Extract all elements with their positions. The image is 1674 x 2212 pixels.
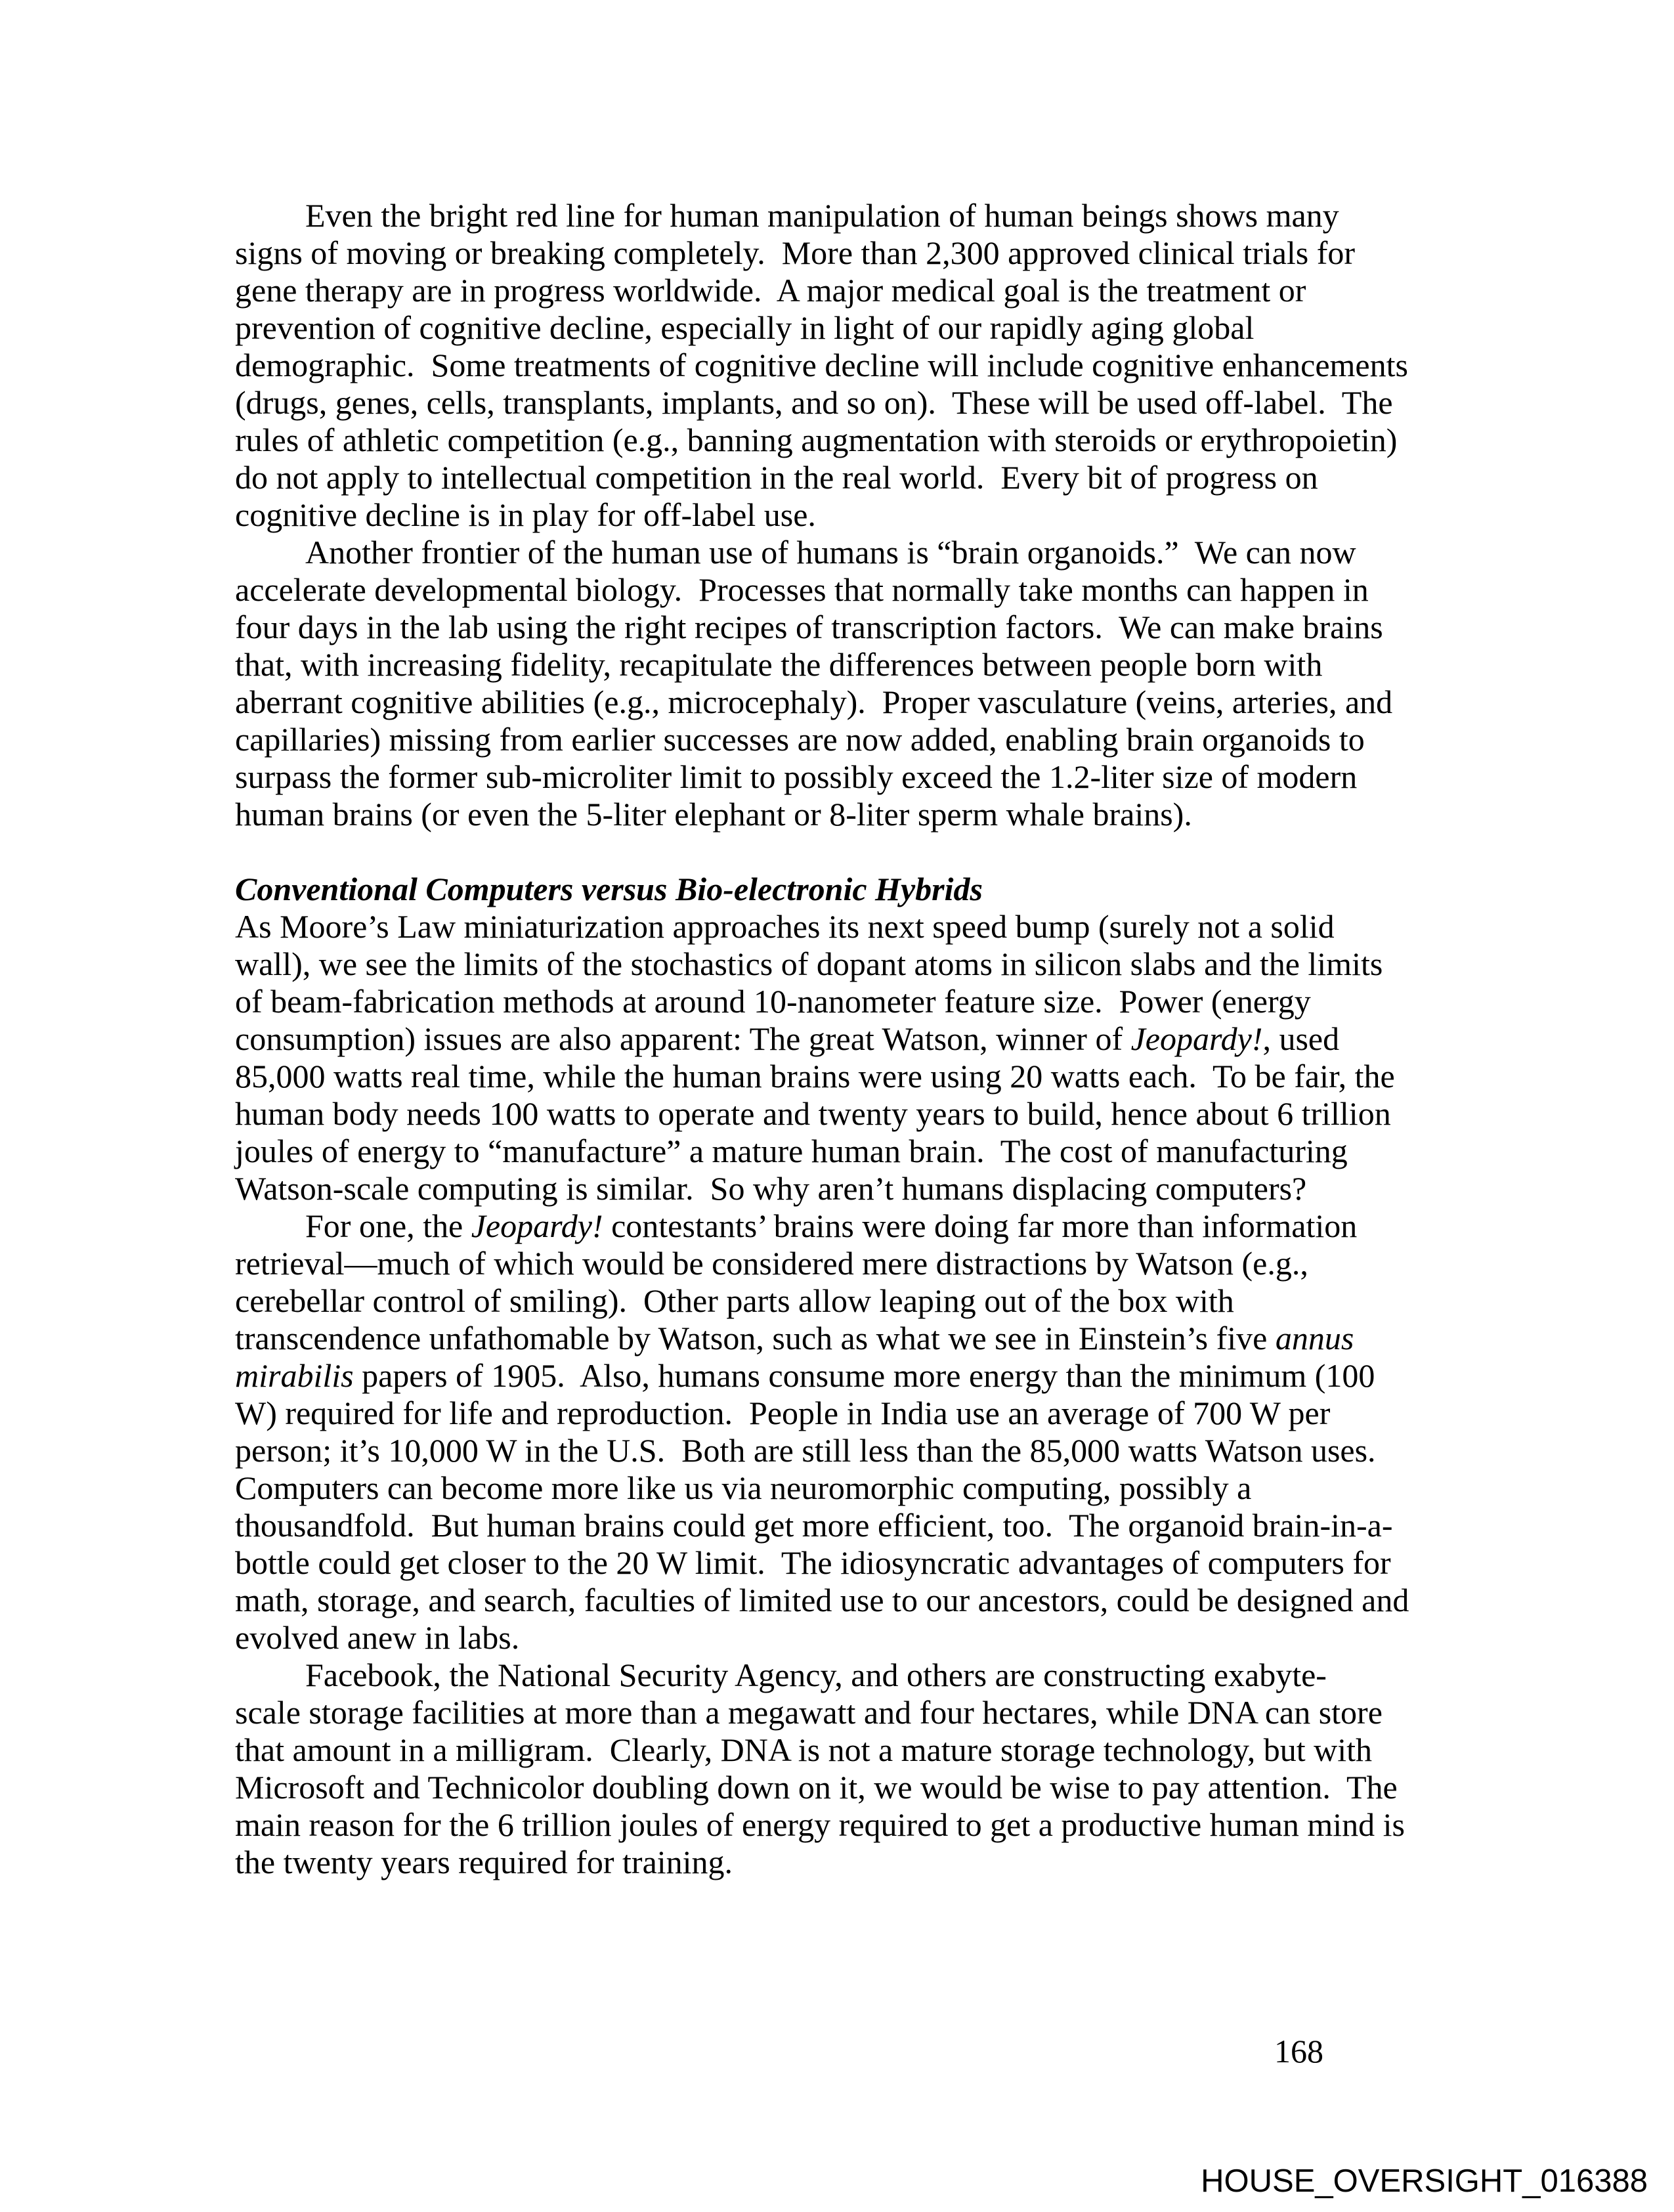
paragraph <box>235 534 1446 833</box>
text-segment: surpass the former sub-microliter limit to possibly exceed the 1.2-liter size of modern <box>235 758 1358 795</box>
text-segment: papers of 1905. Also, humans consume more energy than the minimum (100 <box>353 1357 1375 1394</box>
text-segment: bottle could get closer to the 20 W limit. The idiosyncratic advantages of computers for <box>235 1544 1391 1581</box>
text-segment: the twenty years required for training. <box>235 1844 733 1880</box>
document-body <box>235 197 1446 1881</box>
text-segment: main reason for the 6 trillion joules of energy required to get a productive human mind is <box>235 1806 1405 1843</box>
text-segment: As Moore’s Law miniaturization approaches its next speed bump (surely not a solid <box>235 908 1335 945</box>
text-line <box>235 1020 1446 1058</box>
text-segment: four days in the lab using the right recipes of transcription factors. We can make brains <box>235 609 1383 645</box>
text-line <box>235 1544 1446 1582</box>
paragraph <box>235 1657 1446 1881</box>
text-line <box>235 1769 1446 1806</box>
text-line <box>235 1582 1446 1619</box>
text-line <box>235 384 1446 422</box>
italic-text-segment: Jeopardy! <box>1130 1020 1263 1057</box>
text-line <box>235 1058 1446 1095</box>
text-segment: aberrant cognitive abilities (e.g., microcephaly). Proper vasculature (veins, arteries, and <box>235 683 1393 720</box>
blank-line <box>235 833 1446 871</box>
text-segment: 85,000 watts real time, while the human brains were using 20 watts each. To be fair, the <box>235 1058 1395 1095</box>
text-segment: transcendence unfathomable by Watson, such as what we see in Einstein’s five <box>235 1320 1276 1356</box>
italic-text-segment: mirabilis <box>235 1357 354 1394</box>
text-line <box>235 721 1446 758</box>
text-segment: Watson-scale computing is similar. So why aren’t humans displacing computers? <box>235 1170 1307 1207</box>
page-number: 168 <box>1274 2033 1323 2070</box>
text-segment: Another frontier of the human use of humans is “brain organoids.” We can now <box>305 534 1356 571</box>
text-segment: rules of athletic competition (e.g., banning augmentation with steroids or erythropoietin) <box>235 422 1398 458</box>
text-line <box>235 1469 1446 1507</box>
section-heading: Conventional Computers versus Bio-electronic Hybrids <box>235 871 983 907</box>
text-segment: W) required for life and reproduction. People in India use an average of 700 W per <box>235 1395 1331 1431</box>
text-line <box>235 1245 1446 1282</box>
text-line <box>235 571 1446 609</box>
text-line <box>235 1619 1446 1657</box>
text-segment: of beam-fabrication methods at around 10-nanometer feature size. Power (energy <box>235 983 1311 1020</box>
text-line <box>235 534 1446 571</box>
text-segment: joules of energy to “manufacture” a mature human brain. The cost of manufacturing <box>235 1133 1348 1169</box>
text-segment: Computers can become more like us via neuromorphic computing, possibly a <box>235 1469 1252 1506</box>
text-line <box>235 459 1446 496</box>
text-line <box>235 1657 1446 1694</box>
text-segment: , used <box>1262 1020 1340 1057</box>
text-line <box>235 422 1446 459</box>
text-line <box>235 1507 1446 1544</box>
text-segment: do not apply to intellectual competition in the real world. Every bit of progress on <box>235 459 1318 496</box>
text-line <box>235 796 1446 833</box>
text-line <box>235 683 1446 721</box>
text-line <box>235 1694 1446 1731</box>
text-line <box>235 1844 1446 1881</box>
text-segment: Even the bright red line for human manipulation of human beings shows many <box>305 197 1339 234</box>
italic-text-segment: Jeopardy! <box>471 1207 603 1244</box>
text-segment: accelerate developmental biology. Processes that normally take months can happen in <box>235 571 1369 608</box>
text-segment: prevention of cognitive decline, especially in light of our rapidly aging global <box>235 309 1255 346</box>
text-line <box>235 272 1446 309</box>
text-line <box>235 1357 1446 1395</box>
text-line <box>235 1133 1446 1170</box>
text-segment: consumption) issues are also apparent: The great Watson, winner of <box>235 1020 1131 1057</box>
text-segment: scale storage facilities at more than a megawatt and four hectares, while DNA can store <box>235 1694 1383 1731</box>
text-segment: wall), we see the limits of the stochastics of dopant atoms in silicon slabs and the limits <box>235 945 1383 982</box>
text-segment: For one, the <box>305 1207 471 1244</box>
text-segment: (drugs, genes, cells, transplants, implants, and so on). These will be used off-label. The <box>235 384 1393 421</box>
text-line <box>235 1170 1446 1207</box>
text-segment: retrieval—much of which would be considered mere distractions by Watson (e.g., <box>235 1245 1308 1282</box>
text-line <box>235 646 1446 683</box>
text-line <box>235 496 1446 534</box>
text-segment: cerebellar control of smiling). Other parts allow leaping out of the box with <box>235 1282 1234 1319</box>
text-line <box>235 758 1446 796</box>
text-line <box>235 1095 1446 1133</box>
text-segment: signs of moving or breaking completely. More than 2,300 approved clinical trials for <box>235 234 1356 271</box>
text-line <box>235 234 1446 272</box>
text-line <box>235 1731 1446 1769</box>
text-line <box>235 1432 1446 1469</box>
text-segment: gene therapy are in progress worldwide. A major medical goal is the treatment or <box>235 272 1306 309</box>
text-segment: person; it’s 10,000 W in the U.S. Both are still less than the 85,000 watts Watson uses. <box>235 1432 1376 1469</box>
text-segment: math, storage, and search, faculties of limited use to our ancestors, could be designed and <box>235 1582 1409 1618</box>
text-segment: that, with increasing fidelity, recapitulate the differences between people born with <box>235 646 1323 683</box>
text-segment: capillaries) missing from earlier successes are now added, enabling brain organoids to <box>235 721 1365 758</box>
text-line <box>235 945 1446 983</box>
text-segment: evolved anew in labs. <box>235 1619 520 1656</box>
text-segment: that amount in a milligram. Clearly, DNA is not a mature storage technology, but with <box>235 1731 1373 1768</box>
text-segment: demographic. Some treatments of cognitive decline will include cognitive enhancements <box>235 347 1408 383</box>
text-segment: human body needs 100 watts to operate and twenty years to build, hence about 6 trillion <box>235 1095 1391 1132</box>
paragraph <box>235 1207 1446 1657</box>
text-segment: Facebook, the National Security Agency, and others are constructing exabyte- <box>305 1657 1327 1693</box>
text-segment: cognitive decline is in play for off-label use. <box>235 496 816 533</box>
text-segment: human brains (or even the 5-liter elephant or 8-liter sperm whale brains). <box>235 796 1192 833</box>
text-line <box>235 983 1446 1020</box>
text-line <box>235 1207 1446 1245</box>
text-segment: contestants’ brains were doing far more than information <box>603 1207 1358 1244</box>
text-segment: thousandfold. But human brains could get more efficient, too. The organoid brain-in-a- <box>235 1507 1393 1544</box>
text-line <box>235 1282 1446 1320</box>
text-line <box>235 908 1446 945</box>
text-line <box>235 609 1446 646</box>
italic-text-segment: annus <box>1275 1320 1354 1356</box>
text-line <box>235 1320 1446 1357</box>
text-line <box>235 197 1446 234</box>
bates-stamp: HOUSE_OVERSIGHT_016388 <box>1201 2163 1648 2199</box>
text-line <box>235 1806 1446 1844</box>
paragraph <box>235 908 1446 1207</box>
text-line <box>235 347 1446 384</box>
text-line <box>235 309 1446 347</box>
paragraph <box>235 197 1446 534</box>
text-line <box>235 1395 1446 1432</box>
text-segment: Microsoft and Technicolor doubling down on it, we would be wise to pay attention. The <box>235 1769 1398 1806</box>
